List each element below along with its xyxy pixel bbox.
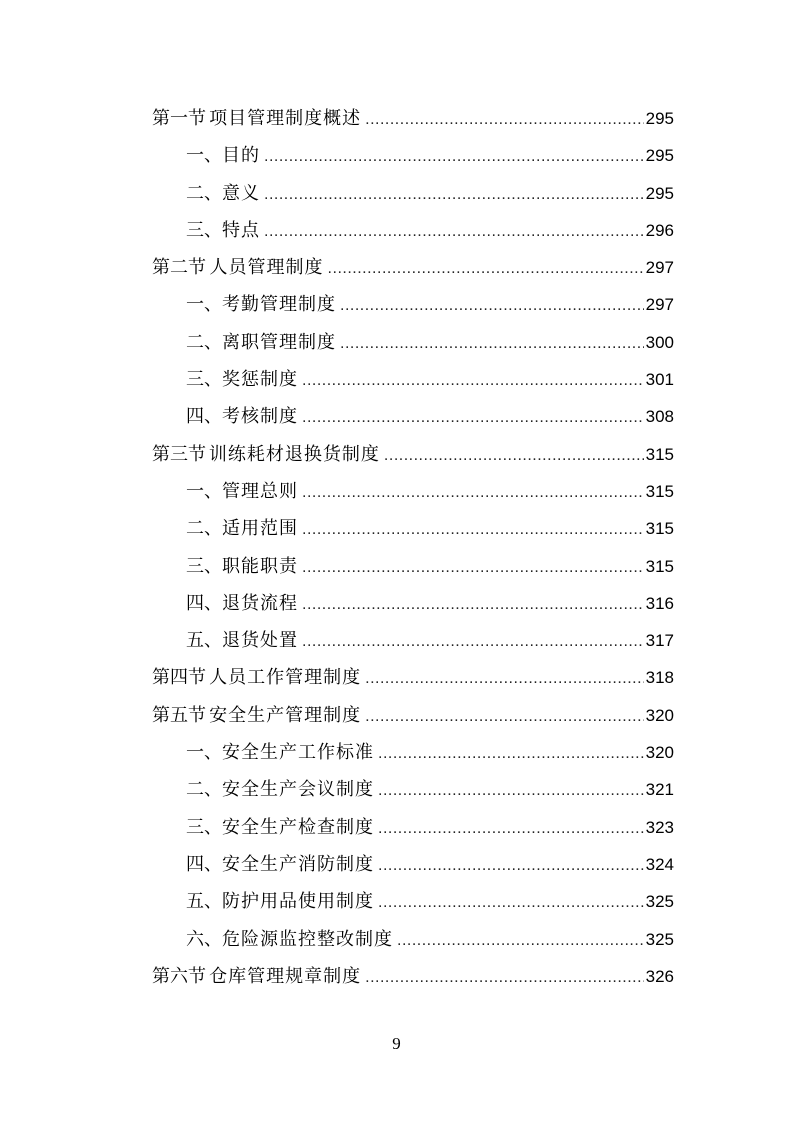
dot-leader xyxy=(302,511,644,548)
dot-leader xyxy=(302,362,644,399)
toc-entry-page: 324 xyxy=(645,854,674,874)
toc-entry-page: 317 xyxy=(645,631,674,651)
toc-entry-title: 管理总则 xyxy=(222,480,298,502)
toc-entry-title: 安全生产检查制度 xyxy=(222,816,374,838)
toc-entry-title: 人员工作管理制度 xyxy=(209,667,362,689)
toc-entry-item[interactable] xyxy=(152,883,674,920)
toc-entry-title: 安全生产管理制度 xyxy=(209,704,362,726)
toc-entry-title: 项目管理制度概述 xyxy=(209,108,362,129)
toc-entry-page: 301 xyxy=(645,370,674,390)
dot-leader xyxy=(384,437,644,474)
toc-entry-item[interactable] xyxy=(152,734,674,771)
toc-entry-number: 一、 xyxy=(186,145,222,167)
toc-entry-page: 321 xyxy=(645,780,674,800)
toc-entry-number: 第六节 xyxy=(152,965,206,987)
toc-entry-number: 第五节 xyxy=(152,704,206,726)
toc-entry-title: 人员管理制度 xyxy=(209,257,324,279)
toc-entry-title: 退货处置 xyxy=(222,630,298,652)
toc-entry-page: 295 xyxy=(645,183,674,203)
toc-entry-title: 安全生产会议制度 xyxy=(222,779,374,801)
toc-entry-page: 315 xyxy=(645,444,674,464)
toc-entry-item[interactable] xyxy=(152,361,674,398)
toc-entry-item[interactable] xyxy=(152,921,674,958)
toc-entry-number: 二、 xyxy=(186,779,222,801)
toc-entry-title: 特点 xyxy=(222,219,260,241)
toc-entry-section-1[interactable] xyxy=(152,100,674,137)
toc-entry-number: 二、 xyxy=(186,518,222,540)
toc-entry-section-4[interactable] xyxy=(152,659,674,696)
toc-entry-page: 326 xyxy=(645,966,674,986)
toc-entry-item[interactable] xyxy=(152,809,674,846)
dot-leader xyxy=(328,250,644,287)
toc-entry-page: 315 xyxy=(645,519,674,539)
toc-entry-page: 325 xyxy=(645,892,674,912)
toc-entry-title: 职能职责 xyxy=(222,555,298,577)
toc-entry-title: 奖惩制度 xyxy=(222,369,298,391)
dot-leader xyxy=(302,474,644,511)
dot-leader xyxy=(302,399,644,436)
toc-entry-section-3[interactable] xyxy=(152,436,674,473)
toc-entry-title: 危险源监控整改制度 xyxy=(222,928,393,950)
toc-entry-title: 退货流程 xyxy=(222,592,298,614)
dot-leader xyxy=(397,922,644,959)
toc-entry-item[interactable] xyxy=(152,510,674,547)
toc-entry-number: 三、 xyxy=(186,219,222,241)
toc-entry-title: 适用范围 xyxy=(222,518,298,540)
dot-leader xyxy=(302,586,644,623)
toc-entry-number: 四、 xyxy=(186,853,222,875)
toc-entry-item[interactable] xyxy=(152,473,674,510)
toc-entry-number: 第二节 xyxy=(152,257,206,279)
dot-leader xyxy=(302,549,644,586)
toc-entry-page: 295 xyxy=(645,109,674,128)
toc-entry-page: 318 xyxy=(645,668,674,688)
dot-leader xyxy=(302,623,644,660)
toc-entry-number: 三、 xyxy=(186,555,222,577)
toc-entry-item[interactable] xyxy=(152,548,674,585)
dot-leader xyxy=(365,698,644,735)
dot-leader xyxy=(264,176,644,213)
toc-entry-page: 308 xyxy=(645,407,674,427)
toc-entry-item[interactable] xyxy=(152,585,674,622)
dot-leader xyxy=(378,847,644,884)
toc-entry-title: 安全生产消防制度 xyxy=(222,853,374,875)
toc-entry-item[interactable] xyxy=(152,212,674,249)
dot-leader xyxy=(365,660,644,697)
toc-entry-page: 320 xyxy=(645,743,674,763)
toc-entry-title: 考勤管理制度 xyxy=(222,294,336,316)
toc-entry-number: 第一节 xyxy=(152,108,206,129)
toc-entry-item[interactable] xyxy=(152,398,674,435)
toc-entry-number: 三、 xyxy=(186,369,222,391)
toc-entry-section-6[interactable] xyxy=(152,958,674,995)
toc-entry-number: 四、 xyxy=(186,406,222,428)
dot-leader xyxy=(378,735,644,772)
toc-entry-page: 325 xyxy=(645,929,674,949)
toc-entry-number: 一、 xyxy=(186,480,222,502)
dot-leader xyxy=(365,101,644,138)
toc-entry-title: 目的 xyxy=(222,145,260,167)
toc-entry-item[interactable] xyxy=(152,622,674,659)
dot-leader xyxy=(264,138,644,175)
toc-entry-page: 296 xyxy=(645,220,674,240)
dot-leader xyxy=(264,213,644,250)
toc-entry-item[interactable] xyxy=(152,846,674,883)
toc-entry-number: 三、 xyxy=(186,816,222,838)
toc-entry-page: 316 xyxy=(645,593,674,613)
toc-entry-page: 300 xyxy=(645,332,674,352)
toc-entry-section-5[interactable] xyxy=(152,697,674,734)
toc-entry-title: 防护用品使用制度 xyxy=(222,891,374,913)
toc-entry-title: 考核制度 xyxy=(222,406,298,428)
dot-leader xyxy=(378,884,644,921)
toc-entry-page: 297 xyxy=(645,295,674,315)
toc-entry-number: 四、 xyxy=(186,592,222,614)
toc-entry-number: 二、 xyxy=(186,331,222,353)
dot-leader xyxy=(340,325,644,362)
dot-leader xyxy=(365,959,644,996)
toc-entry-item[interactable] xyxy=(152,286,674,323)
toc-entry-page: 297 xyxy=(645,258,674,278)
toc-entry-number: 六、 xyxy=(186,928,222,950)
toc-entry-title: 安全生产工作标准 xyxy=(222,742,374,764)
toc-entry-title: 意义 xyxy=(222,182,260,204)
toc-entry-number: 一、 xyxy=(186,294,222,316)
toc-entry-title: 仓库管理规章制度 xyxy=(209,965,362,987)
toc-entry-title: 训练耗材退换货制度 xyxy=(208,443,380,465)
toc-entry-page: 315 xyxy=(645,481,674,501)
toc-entry-item[interactable] xyxy=(152,175,674,212)
dot-leader xyxy=(378,772,644,809)
toc-entry-number: 五、 xyxy=(186,891,222,913)
toc-entry-page: 315 xyxy=(645,556,674,576)
toc-entry-section-2[interactable] xyxy=(152,249,674,286)
toc-entry-number: 第三节 xyxy=(152,443,206,465)
toc-entry-number: 第四节 xyxy=(152,667,206,689)
toc-entry-title: 离职管理制度 xyxy=(222,331,336,353)
toc-entry-number: 五、 xyxy=(186,630,222,652)
toc-entry-item[interactable] xyxy=(152,137,674,174)
toc-entry-number: 一、 xyxy=(186,742,222,764)
dot-leader xyxy=(378,810,644,847)
dot-leader xyxy=(340,287,644,324)
page-number: 9 xyxy=(392,1034,401,1053)
toc-entry-page: 320 xyxy=(645,705,674,725)
toc-entry-item[interactable] xyxy=(152,324,674,361)
toc-entry-page: 323 xyxy=(645,817,674,837)
toc-entry-item[interactable] xyxy=(152,771,674,808)
table-of-contents xyxy=(152,100,674,995)
toc-entry-number: 二、 xyxy=(186,182,222,204)
toc-entry-page: 295 xyxy=(645,146,674,166)
